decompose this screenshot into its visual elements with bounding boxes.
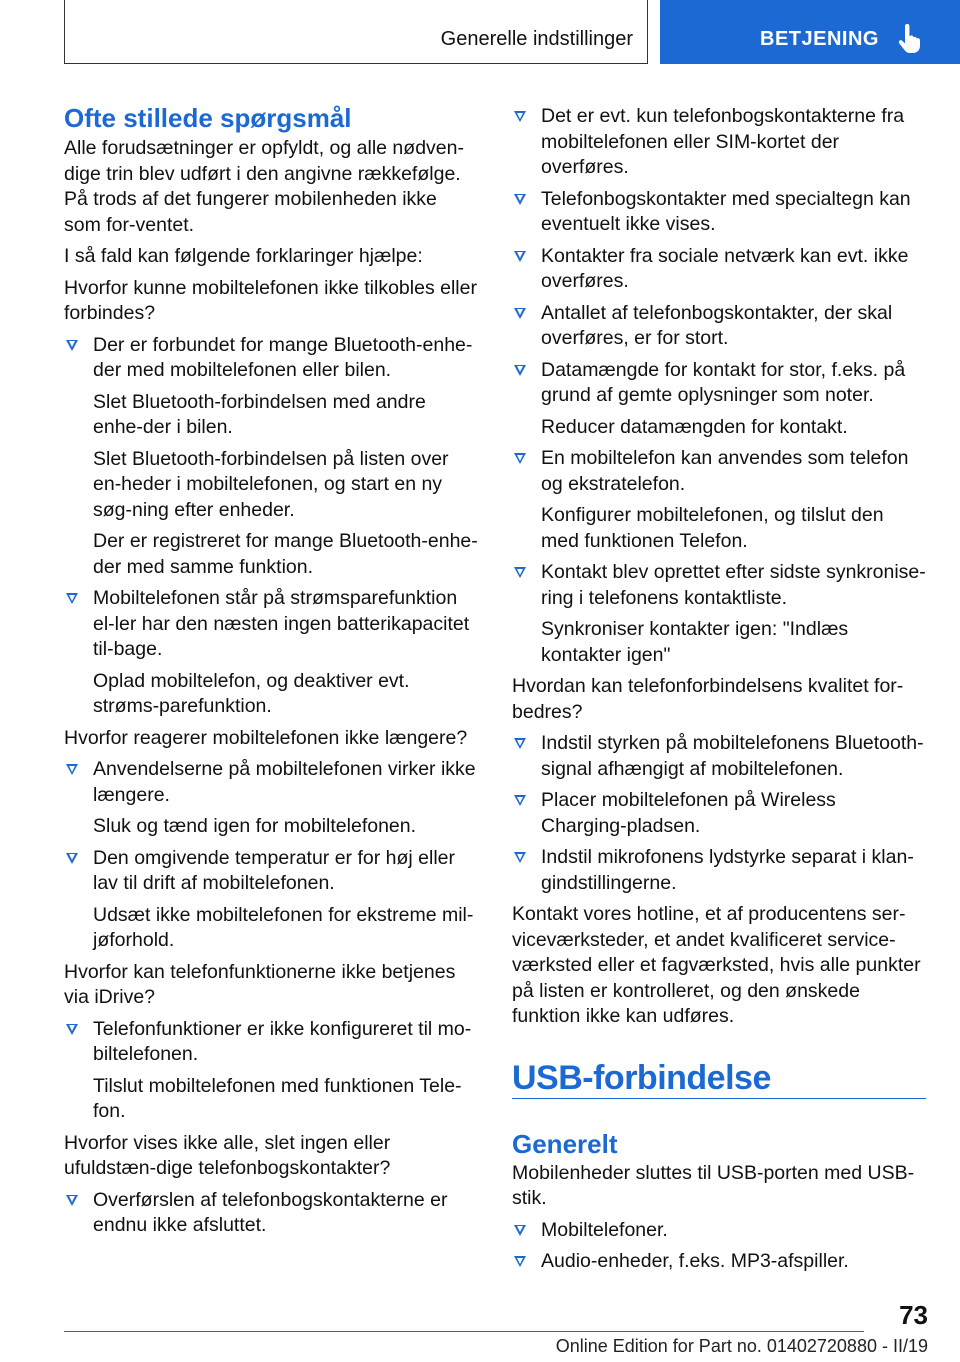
general-subheading: Generelt [512,1128,618,1159]
faq-heading: Ofte stillede spørgsmål [64,103,352,133]
solution-text: Der er registreret for mange Bluetooth-enhe-der med samme funktion. [93,530,478,578]
intro-paragraph: Alle forudsætninger er opfyldt, og alle nødven-dige trin blev udført i den angivne rækkefølge. På trods af det fungerer mobilenheden ikke som for-ventet. [64,137,464,236]
list-item [512,1218,926,1244]
usb-section-heading: USB-forbindelse [512,1058,771,1097]
list-item-text: Telefonfunktioner er ikke konfigureret til mo-biltelefonen. [93,1017,472,1065]
solution-text: Oplad mobiltelefon, og deaktiver evt. strøms-parefunktion. [93,669,410,717]
triangle-bullet-icon [66,853,78,864]
list-item-text: Overførslen af telefonbogskontakterne er endnu ikke afsluttet. [93,1188,448,1236]
list-item-text: Indstil styrken på mobiltelefonens Bluetooth-signal afhængigt af mobiltelefonen. [541,732,924,780]
page-number: 73 [899,1300,928,1330]
list-item-text: Antallet af telefonbogskontakter, der skal overføres, er for stort. [541,301,893,349]
question: Hvorfor kunne mobiltelefonen ikke tilkobles eller forbindes? [64,276,477,324]
footer-divider [64,1331,864,1332]
solution-text: Konfigurer mobiltelefonen, og tilslut den med funktionen Telefon. [541,504,884,552]
list-item [512,104,926,181]
list-item [512,560,926,611]
list-item [512,788,926,839]
list-item-text: Placer mobiltelefonen på Wireless Charging-pladsen. [541,789,836,837]
right-column [512,104,926,1281]
triangle-bullet-icon [514,1256,526,1267]
question: Hvorfor kan telefonfunktionerne ikke betjenes via iDrive? [64,960,456,1008]
solution-text: Slet Bluetooth-forbindelsen på listen over en-heder i mobiltelefonen, og start en ny søg-ning efter enheder. [93,447,449,521]
question: Hvordan kan telefonforbindelsens kvalitet for-bedres? [512,675,904,723]
solution-text: Tilslut mobiltelefonen med funktionen Tele-fon. [93,1074,462,1122]
header-section-box [64,0,648,64]
chapter-tab[interactable] [660,0,960,64]
list-item [512,1249,926,1275]
help-line: I så fald kan følgende forklaringer hjælpe: [64,245,423,267]
triangle-bullet-icon [66,593,78,604]
list-item [512,244,926,295]
triangle-bullet-icon [66,764,78,775]
list-item [64,586,478,663]
triangle-bullet-icon [66,1024,78,1035]
list-item-text: Den omgivende temperatur er for høj eller lav til drift af mobiltelefonen. [93,846,455,894]
triangle-bullet-icon [514,453,526,464]
list-item [512,301,926,352]
contact-paragraph: Kontakt vores hotline, et af producentens ser-viceværksteder, et andet kvalificeret service-værksted eller et fagværksted, hvis alle punkter på listen er kontrolleret, og den ønskede funktion ikke kan udføres. [512,903,921,1027]
list-item-text: Mobiltelefonen står på strømsparefunktion el-ler har den næsten ingen batterikapacitet til-bage. [93,587,470,660]
triangle-bullet-icon [514,567,526,578]
list-item [512,187,926,238]
triangle-bullet-icon [514,194,526,205]
left-column [64,102,478,1245]
list-item [512,358,926,409]
list-item-text: Audio-enheder, f.eks. MP3-afspiller. [541,1250,849,1272]
general-paragraph: Mobilenheder sluttes til USB-porten med USB-stik. [512,1161,915,1209]
triangle-bullet-icon [514,738,526,749]
triangle-bullet-icon [514,251,526,262]
list-item [64,333,478,384]
list-item-text: Kontakt blev oprettet efter sidste synkronise-ring i telefonens kontaktliste. [541,561,926,609]
list-item-text: Telefonbogskontakter med specialtegn kan eventuelt ikke vises. [541,187,911,235]
question: Hvorfor reagerer mobiltelefonen ikke længere? [64,726,468,749]
list-item [64,757,478,808]
list-item [512,845,926,896]
triangle-bullet-icon [514,111,526,122]
list-item [512,446,926,497]
list-item-text: Der er forbundet for mange Bluetooth-enhe-der med mobiltelefonen eller bilen. [93,333,473,381]
triangle-bullet-icon [514,852,526,863]
list-item [64,1017,478,1068]
list-item-text: En mobiltelefon kan anvendes som telefon og ekstratelefon. [541,447,909,495]
list-item [512,731,926,782]
solution-text: Slet Bluetooth-forbindelsen med andre enhe-der i bilen. [93,390,426,438]
list-item [64,1188,478,1239]
triangle-bullet-icon [66,1195,78,1206]
solution-text: Udsæt ikke mobiltelefonen for ekstreme mil-jøforhold. [93,903,474,951]
hand-pointer-icon [896,24,922,54]
solution-text: Synkroniser kontakter igen: "Indlæs kontakter igen" [541,618,849,666]
question: Hvorfor vises ikke alle, slet ingen eller ufuldstæn-dige telefonbogskontakter? [64,1131,391,1179]
list-item-text: Datamængde for kontakt for stor, f.eks. på grund af gemte oplysninger som noter. [541,358,906,406]
list-item-text: Det er evt. kun telefonbogskontakterne fra mobiltelefonen eller SIM-kortet der overføres. [541,105,905,178]
heading-divider [512,1098,926,1099]
triangle-bullet-icon [514,795,526,806]
edition-note: Online Edition for Part no. 01402720880 - II/19 [555,1336,928,1356]
triangle-bullet-icon [514,365,526,376]
list-item-text: Anvendelserne på mobiltelefonen virker ikke længere. [93,758,476,806]
list-item-text: Mobiltelefoner. [541,1218,668,1241]
triangle-bullet-icon [514,308,526,319]
list-item-text: Kontakter fra sociale netværk kan evt. ikke overføres. [541,244,909,292]
list-item-text: Indstil mikrofonens lydstyrke separat i klan-gindstillingerne. [541,846,914,894]
solution-text: Sluk og tænd igen for mobiltelefonen. [93,815,417,837]
section-title: Generelle indstillinger [440,28,633,50]
list-item [64,846,478,897]
chapter-title: BETJENING [760,28,879,50]
solution-text: Reducer datamængden for kontakt. [541,415,848,438]
triangle-bullet-icon [66,340,78,351]
triangle-bullet-icon [514,1225,526,1236]
